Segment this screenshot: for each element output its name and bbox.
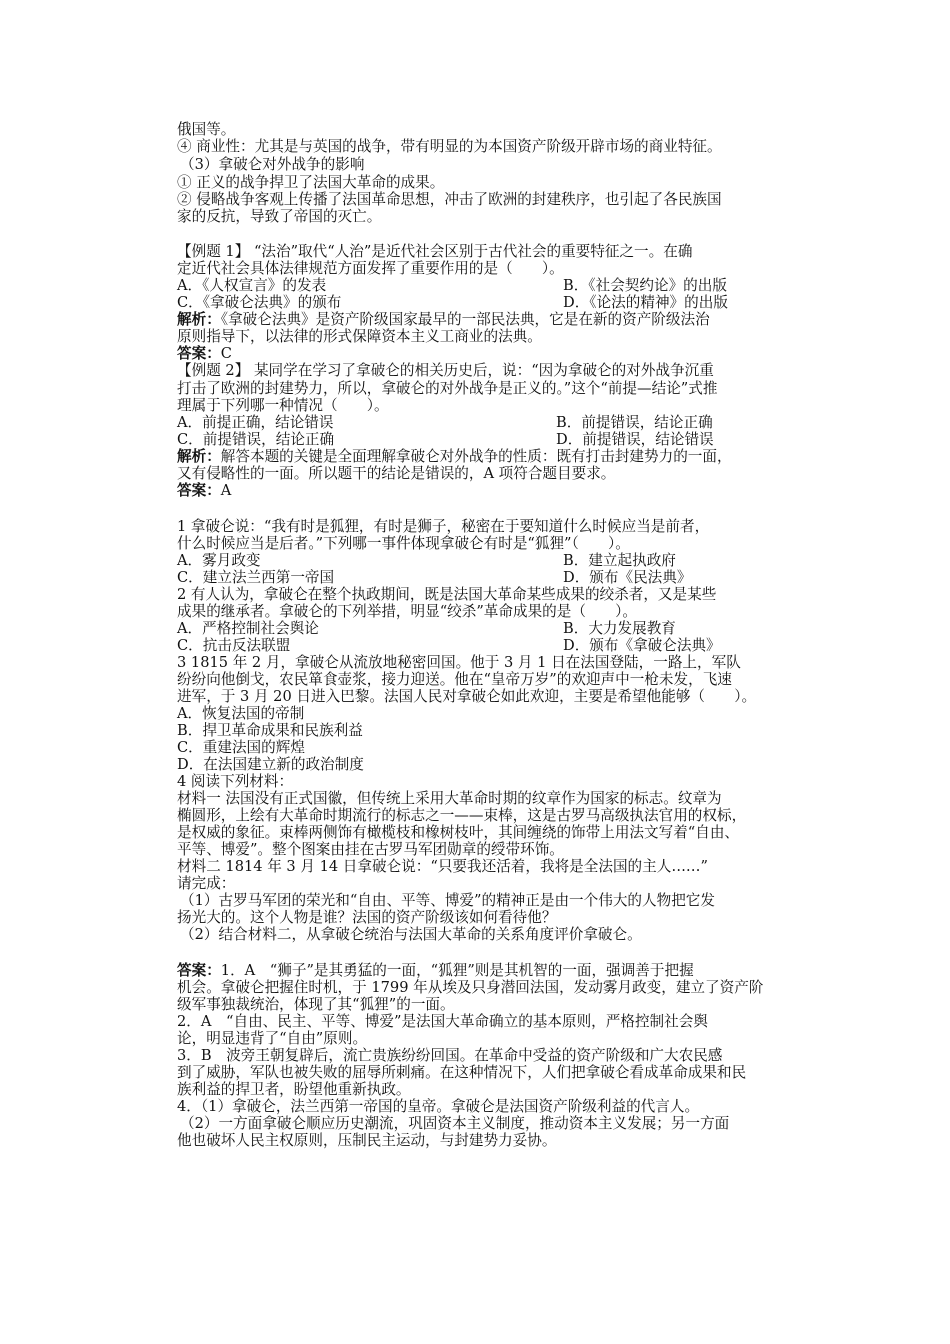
example-1-stem: 【例题 1】 “法治”取代“人治”是近代社会区别于古代社会的重要特征之一。在确 (177, 243, 693, 260)
answers-label: 答案： (177, 962, 221, 979)
option-c: C．抗击反法联盟 (177, 637, 291, 654)
question-3: 3 1815 年 2 月，拿破仑从流放地秘密回国。他于 3 月 1 日在法国登陆，一路上，军队 (177, 654, 741, 671)
option-b: B．《社会契约论》的出版 (563, 277, 727, 294)
text-line: （3）拿破仑对外战争的影响 (180, 156, 365, 173)
text-line: 是权威的象征。束棒两侧饰有橄榄枝和橡树枝叶，其间缠绕的饰带上用法文写着“自由、 (177, 824, 740, 841)
answer-1-text: 1．A “狮子”是其勇猛的一面，“狐狸”则是其机智的一面，强调善于把握 (220, 962, 694, 979)
option-b: B．建立起执政府 (563, 552, 676, 569)
answer-4: 4．（1）拿破仑，法兰西第一帝国的皇帝。拿破仑是法国资产阶级利益的代言人。 (177, 1098, 700, 1115)
material-1: 材料一 法国没有正式国徽，但传统上采用大革命时期的纹章作为国家的标志。纹章为 (177, 790, 722, 807)
option-c: C．重建法国的辉煌 (177, 739, 305, 756)
text-line: 又有侵略性的一面。所以题干的结论是错误的，A 项符合题目要求。 (177, 465, 616, 482)
answer-line (177, 345, 232, 362)
question-4: 4 阅读下列材料： (177, 773, 294, 790)
text-line: 平等、博爱”。整个图案由挂在古罗马军团勋章的绶带环饰。 (177, 841, 564, 858)
option-b: B．前提错误，结论正确 (556, 414, 713, 431)
analysis-line (177, 311, 710, 328)
text-line: 家的反抗，导致了帝国的灭亡。 (177, 208, 382, 225)
text-line: 理属于下列哪一种情况（ ）。 (177, 397, 389, 414)
answer-line (177, 482, 231, 499)
text-line: 椭圆形，上绘有大革命时期流行的标志之一——束棒，这是古罗马高级执法官用的权标， (177, 807, 747, 824)
analysis-label: 解析： (177, 311, 221, 328)
text-line: 打击了欧洲的封建势力，所以，拿破仑的对外战争是正义的。”这个“前提—结论”式推 (177, 380, 718, 397)
option-d: D．《论法的精神》的出版 (563, 294, 728, 311)
text-line: 他也破坏人民主权原则，压制民主运动，与封建势力妥协。 (177, 1132, 557, 1149)
option-c: C．《拿破仑法典》的颁布 (177, 294, 342, 311)
answer-label: 答案： (177, 482, 221, 499)
analysis-text: 《拿破仑法典》是资产阶级国家最早的一部民法典，它是在新的资产阶级法治 (220, 311, 710, 328)
option-d: D．颁布《民法典》 (563, 569, 692, 586)
analysis-text: 解答本题的关键是全面理解拿破仑对外战争的性质：既有打击封建势力的一面， (220, 448, 732, 465)
text-line: 请完成： (177, 875, 236, 892)
question-1: 1 拿破仑说：“我有时是狐狸，有时是狮子，秘密在于要知道什么时候应当是前者， (177, 518, 710, 535)
text-line: （2）一方面拿破仑顺应历史潮流，巩固资本主义制度，推动资本主义发展；另一方面 (180, 1115, 730, 1132)
text-line: 俄国等。 (177, 121, 236, 138)
text-line: 到了威胁，军队也被失败的屈辱所刺痛。在这种情况下，人们把拿破仑看成革命成果和民 (177, 1064, 747, 1081)
text-line: 族利益的捍卫者，盼望他重新执政。 (177, 1081, 411, 1098)
text-line: 扬光大的。这个人物是谁？法国的资产阶级该如何看待他？ (177, 909, 557, 926)
option-d: D．颁布《拿破仑法典》 (563, 637, 721, 654)
answer-label: 答案： (177, 345, 221, 362)
sub-question-2: （2）结合材料二，从拿破仑统治与法国大革命的关系角度评价拿破仑。 (180, 926, 642, 943)
option-d: D．在法国建立新的政治制度 (177, 756, 364, 773)
text-line: 成果的继承者。拿破仑的下列举措，明显“绞杀”革命成果的是（ ）。 (177, 603, 638, 620)
option-c: C．建立法兰西第一帝国 (177, 569, 335, 586)
text-line: 定近代社会具体法律规范方面发挥了重要作用的是（ ）。 (177, 260, 564, 277)
sub-question-1: （1）古罗马军团的荣光和“自由、平等、博爱”的精神正是由一个伟大的人物把它发 (180, 892, 715, 909)
option-a: A．恢复法国的帝制 (177, 705, 305, 722)
text-line: 原则指导下，以法律的形式保障资本主义工商业的法典。 (177, 328, 542, 345)
option-b: B．捍卫革命成果和民族利益 (177, 722, 363, 739)
answer-value: C (220, 345, 232, 362)
analysis-line (177, 448, 732, 465)
text-line: ② 侵略战争客观上传播了法国革命思想，冲击了欧洲的封建秩序，也引起了各民族国 (177, 191, 722, 208)
answer-1-line (177, 962, 694, 979)
text-line: ④ 商业性：尤其是与英国的战争，带有明显的为本国资产阶级开辟市场的商业特征。 (177, 138, 722, 155)
option-b: B．大力发展教育 (563, 620, 676, 637)
answer-2: 2．A “自由、民主、平等、博爱”是法国大革命确立的基本原则，严格控制社会舆 (177, 1013, 708, 1030)
option-d: D．前提错误，结论错误 (556, 431, 714, 448)
text-line: 进军，于 3 月 20 日进入巴黎。法国人民对拿破仑如此欢迎，主要是希望他能够（ ）。 (177, 688, 757, 705)
question-2: 2 有人认为，拿破仑在整个执政期间，既是法国大革命某些成果的绞杀者，又是某些 (177, 586, 717, 603)
answer-value: A (220, 482, 232, 499)
text-line: 级军事独裁统治，体现了其“狐狸”的一面。 (177, 996, 455, 1013)
text-line: 机会。拿破仑把握住时机，于 1799 年从埃及只身潜回法国，发动雾月政变，建立了资产阶 (177, 979, 764, 996)
example-2-stem: 【例题 2】 某同学在学习了拿破仑的相关历史后，说：“因为拿破仑的对外战争沉重 (177, 362, 714, 379)
answer-3: 3．B 波旁王朝复辟后，流亡贵族纷纷回国。在革命中受益的资产阶级和广大农民感 (177, 1047, 723, 1064)
text-line: 论，明显违背了“自由”原则。 (177, 1030, 368, 1047)
option-a: A．前提正确，结论错误 (177, 414, 334, 431)
text-line: 什么时候应当是后者。”下列哪一事件体现拿破仑有时是“狐狸”（ ）。 (177, 535, 630, 552)
text-line: 纷纷向他倒戈，农民箪食壶浆，接力迎送。他在“皇帝万岁”的欢迎声中一枪未发，飞速 (177, 671, 732, 688)
option-a: A．严格控制社会舆论 (177, 620, 319, 637)
option-a: A．《人权宣言》的发表 (177, 277, 327, 294)
text-line: ① 正义的战争捍卫了法国大革命的成果。 (177, 174, 445, 191)
material-2: 材料二 1814 年 3 月 14 日拿破仑说：“只要我还活着，我将是全法国的主人……” (177, 858, 708, 875)
option-c: C．前提错误，结论正确 (177, 431, 335, 448)
option-a: A．雾月政变 (177, 552, 261, 569)
analysis-label: 解析： (177, 448, 221, 465)
